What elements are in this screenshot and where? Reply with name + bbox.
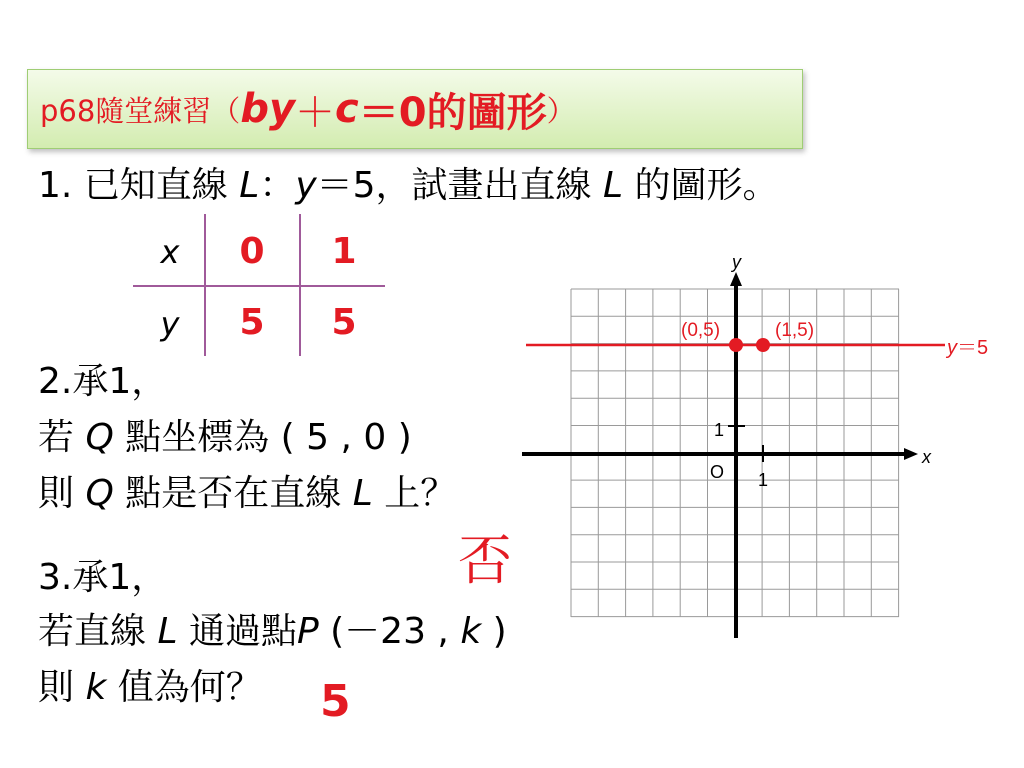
question-1 (38, 165, 779, 206)
q1-rest: ＝5，試畫出直線 (316, 165, 603, 206)
q3-l3a: 則 (38, 667, 86, 708)
q1-tail: 的圖形。 (623, 165, 779, 206)
title-by: by (240, 86, 296, 132)
table-x-value-2: 1 (331, 231, 357, 272)
q2-line-2 (38, 417, 412, 458)
q2-answer: 否 (458, 529, 512, 592)
q1-y: y (295, 165, 317, 206)
tick-x-label: 1 (758, 470, 769, 490)
q3-l2d: ) (481, 611, 507, 652)
line-label-y: y (947, 337, 957, 359)
title-prefix: p68隨堂練習（ (40, 93, 241, 128)
q1-num: 1. 已知直線 (38, 165, 240, 206)
title-eq0: ＝0 (358, 89, 427, 136)
q3-line-3 (38, 667, 262, 708)
q3-L: L (157, 611, 178, 652)
table-y-value-1: 5 (239, 302, 265, 343)
q3-l2c: (－23 , (318, 611, 461, 652)
y-axis-label: y (732, 252, 741, 272)
table-divider-h (133, 285, 385, 287)
q1-L2: L (603, 165, 624, 206)
title-close: ） (546, 93, 576, 128)
q2-l3a: 則 (38, 473, 86, 514)
q2-line-3 (38, 473, 457, 514)
point-1-5-label: (1,5) (775, 320, 815, 341)
q3-line-2 (38, 611, 507, 652)
q2-Q: Q (85, 417, 114, 458)
line-label (945, 337, 988, 359)
x-axis (522, 448, 918, 460)
q3-k2: k (85, 667, 107, 708)
q1-colon: ： (259, 165, 296, 206)
table-y-value-2: 5 (331, 302, 357, 343)
q3-line-1: 3.承1， (38, 557, 168, 598)
q2-l2a: 若 (38, 417, 86, 458)
origin-label: O (710, 462, 725, 482)
q3-answer: 5 (320, 676, 351, 727)
y-axis (730, 272, 742, 638)
grid (571, 289, 899, 617)
table-y-label: y (160, 305, 180, 343)
q1-L: L (239, 165, 260, 206)
x-axis-label: x (922, 447, 931, 467)
point-0-5 (729, 338, 743, 352)
line-label-rest: ＝5 (957, 337, 989, 359)
title-c: c (335, 86, 359, 132)
q3-l2a: 若直線 (38, 611, 158, 652)
table-x-label: x (160, 233, 180, 271)
title-banner (27, 69, 803, 149)
q3-l2b: 通過點 (177, 611, 297, 652)
point-0-5-label: (0,5) (681, 320, 721, 341)
q2-l2b: 點坐標為 ( 5 , 0 ) (113, 417, 412, 458)
point-1-5 (756, 338, 770, 352)
tick-y-label: 1 (714, 420, 725, 440)
q3-P: P (296, 611, 319, 652)
q3-l3b: 值為何？ (106, 667, 262, 708)
q3-k: k (460, 611, 482, 652)
title-suffix: 的圖形 (426, 89, 547, 136)
table-x-value-1: 0 (239, 231, 265, 272)
title-plus: ＋ (295, 89, 336, 136)
q2-l3c: 上？ (372, 473, 457, 514)
q2-l3b: 點是否在直線 (113, 473, 353, 514)
q2-Q2: Q (85, 473, 114, 514)
q2-line-1: 2.承1， (38, 361, 168, 402)
q2-L: L (352, 473, 373, 514)
